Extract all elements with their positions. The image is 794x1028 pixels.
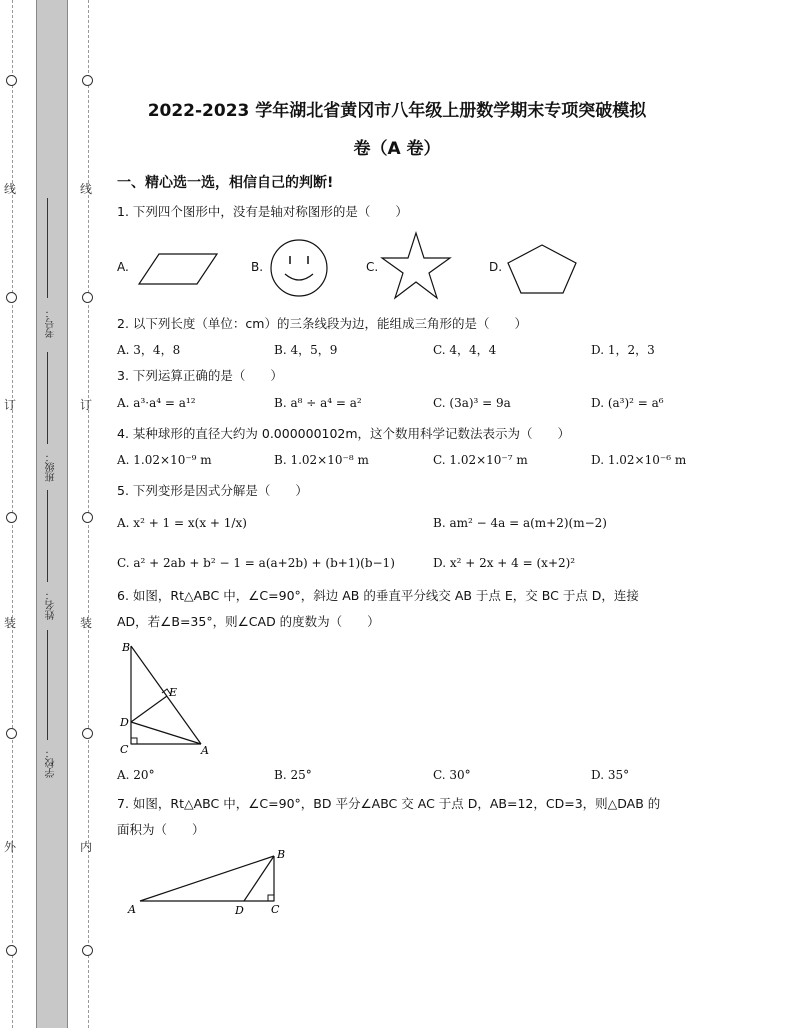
question-6-option-b: B. 25° <box>274 768 312 782</box>
margin-char: 线 <box>80 182 93 196</box>
question-3-option-a: A. a³·a⁴ = a¹² <box>117 396 196 410</box>
vertex-label-c: C <box>271 903 280 916</box>
question-4-option-d: D. 1.02×10⁻⁶ m <box>591 453 687 467</box>
question-2-option-a: A. 3，4，8 <box>117 343 181 357</box>
section-heading: 一、精心选一选，相信自己的判断! <box>117 175 334 191</box>
binding-hole <box>6 945 17 956</box>
binding-hole <box>82 512 93 523</box>
question-5-option-c: C. a² + 2ab + b² − 1 = a(a+2b) + (b+1)(b−1) <box>117 556 395 570</box>
binding-hole <box>82 292 93 303</box>
question-3-stem: 3. 下列运算正确的是（ ） <box>117 368 283 383</box>
star-figure <box>380 230 452 300</box>
margin-char: 装 <box>80 616 93 630</box>
question-3-option-b: B. a⁸ ÷ a⁴ = a² <box>274 396 362 410</box>
vertex-label-b: B <box>277 848 286 861</box>
binding-hole <box>6 728 17 739</box>
margin-char: 装 <box>4 616 17 630</box>
question-6-option-c: C. 30° <box>433 768 471 782</box>
school-label: 学校： <box>46 748 57 778</box>
question-7-stem-line1: 7. 如图，Rt△ABC 中，∠C=90°，BD 平分∠ABC 交 AC 于点 D，AB=12，CD=3，则△DAB 的 <box>117 796 661 811</box>
question-4-option-c: C. 1.02×10⁻⁷ m <box>433 453 528 467</box>
name-line[interactable] <box>47 490 48 582</box>
question-4-option-a: A. 1.02×10⁻⁹ m <box>117 453 212 467</box>
margin-char: 订 <box>80 398 93 412</box>
exam-number-label: 考号： <box>46 308 57 338</box>
vertex-label-d: D <box>235 904 244 917</box>
binding-hole <box>82 75 93 86</box>
parallelogram-figure <box>135 250 230 290</box>
question-7-stem-line2: 面积为（ ） <box>117 822 205 837</box>
question-4-stem: 4. 某种球形的直径大约为 0.000000102m，这个数用科学记数法表示为（ ） <box>117 426 571 441</box>
option-c-label: C. <box>366 260 379 274</box>
binding-margin <box>0 0 100 1028</box>
binding-hole <box>6 292 17 303</box>
pentagon-figure <box>505 243 579 295</box>
vertex-label-b: B <box>122 641 131 654</box>
question-2-option-b: B. 4，5，9 <box>274 343 338 357</box>
binding-hole <box>6 75 17 86</box>
question-6-stem-line1: 6. 如图，Rt△ABC 中，∠C=90°，斜边 AB 的垂直平分线交 AB 于点 E，交 BC 于点 D，连接 <box>117 588 639 603</box>
option-a-label: A. <box>117 260 129 274</box>
option-d-label: D. <box>489 260 503 274</box>
question-5-option-d: D. x² + 2x + 4 = (x+2)² <box>433 556 576 570</box>
exam-title-line1: 2022-2023 学年湖北省黄冈市八年级上册数学期末专项突破模拟 <box>147 101 647 121</box>
class-line[interactable] <box>47 352 48 444</box>
question-6-triangle-figure <box>115 638 215 760</box>
margin-char: 订 <box>4 398 17 412</box>
option-b-label: B. <box>251 260 264 274</box>
question-2-option-c: C. 4，4，4 <box>433 343 497 357</box>
exam-number-line[interactable] <box>47 198 48 298</box>
binding-hole <box>82 728 93 739</box>
question-5-option-b: B. am² − 4a = a(m+2)(m−2) <box>433 516 607 530</box>
binding-hole <box>6 512 17 523</box>
margin-char: 线 <box>4 182 17 196</box>
binding-hole <box>82 945 93 956</box>
vertex-label-d: D <box>120 716 129 729</box>
name-label: 姓名： <box>46 590 57 620</box>
binding-strip <box>36 0 68 1028</box>
question-3-option-d: D. (a³)² = a⁶ <box>591 396 664 410</box>
margin-char: 外 <box>4 840 17 854</box>
margin-char: 内 <box>80 840 93 854</box>
smiley-face-figure <box>268 238 332 300</box>
vertex-label-e: E <box>169 686 178 699</box>
question-6-option-d: D. 35° <box>591 768 630 782</box>
school-line[interactable] <box>47 630 48 740</box>
question-3-option-c: C. (3a)³ = 9a <box>433 396 511 410</box>
question-5-option-a: A. x² + 1 = x(x + 1/x) <box>117 516 247 530</box>
question-6-stem-line2: AD，若∠B=35°，则∠CAD 的度数为（ ） <box>117 614 380 629</box>
exam-title-line2: 卷（A 卷） <box>353 139 441 159</box>
question-7-triangle-figure <box>122 842 297 922</box>
vertex-label-a: A <box>201 744 209 757</box>
question-5-stem: 5. 下列变形是因式分解是（ ） <box>117 483 308 498</box>
vertex-label-c: C <box>120 743 129 756</box>
question-2-option-d: D. 1，2，3 <box>591 343 655 357</box>
question-1-stem: 1. 下列四个图形中，没有是轴对称图形的是（ ） <box>117 204 408 219</box>
question-2-stem: 2. 以下列长度（单位：cm）的三条线段为边，能组成三角形的是（ ） <box>117 316 527 331</box>
question-6-option-a: A. 20° <box>117 768 155 782</box>
class-label: 班级： <box>46 452 57 482</box>
vertex-label-a: A <box>128 903 136 916</box>
question-4-option-b: B. 1.02×10⁻⁸ m <box>274 453 369 467</box>
